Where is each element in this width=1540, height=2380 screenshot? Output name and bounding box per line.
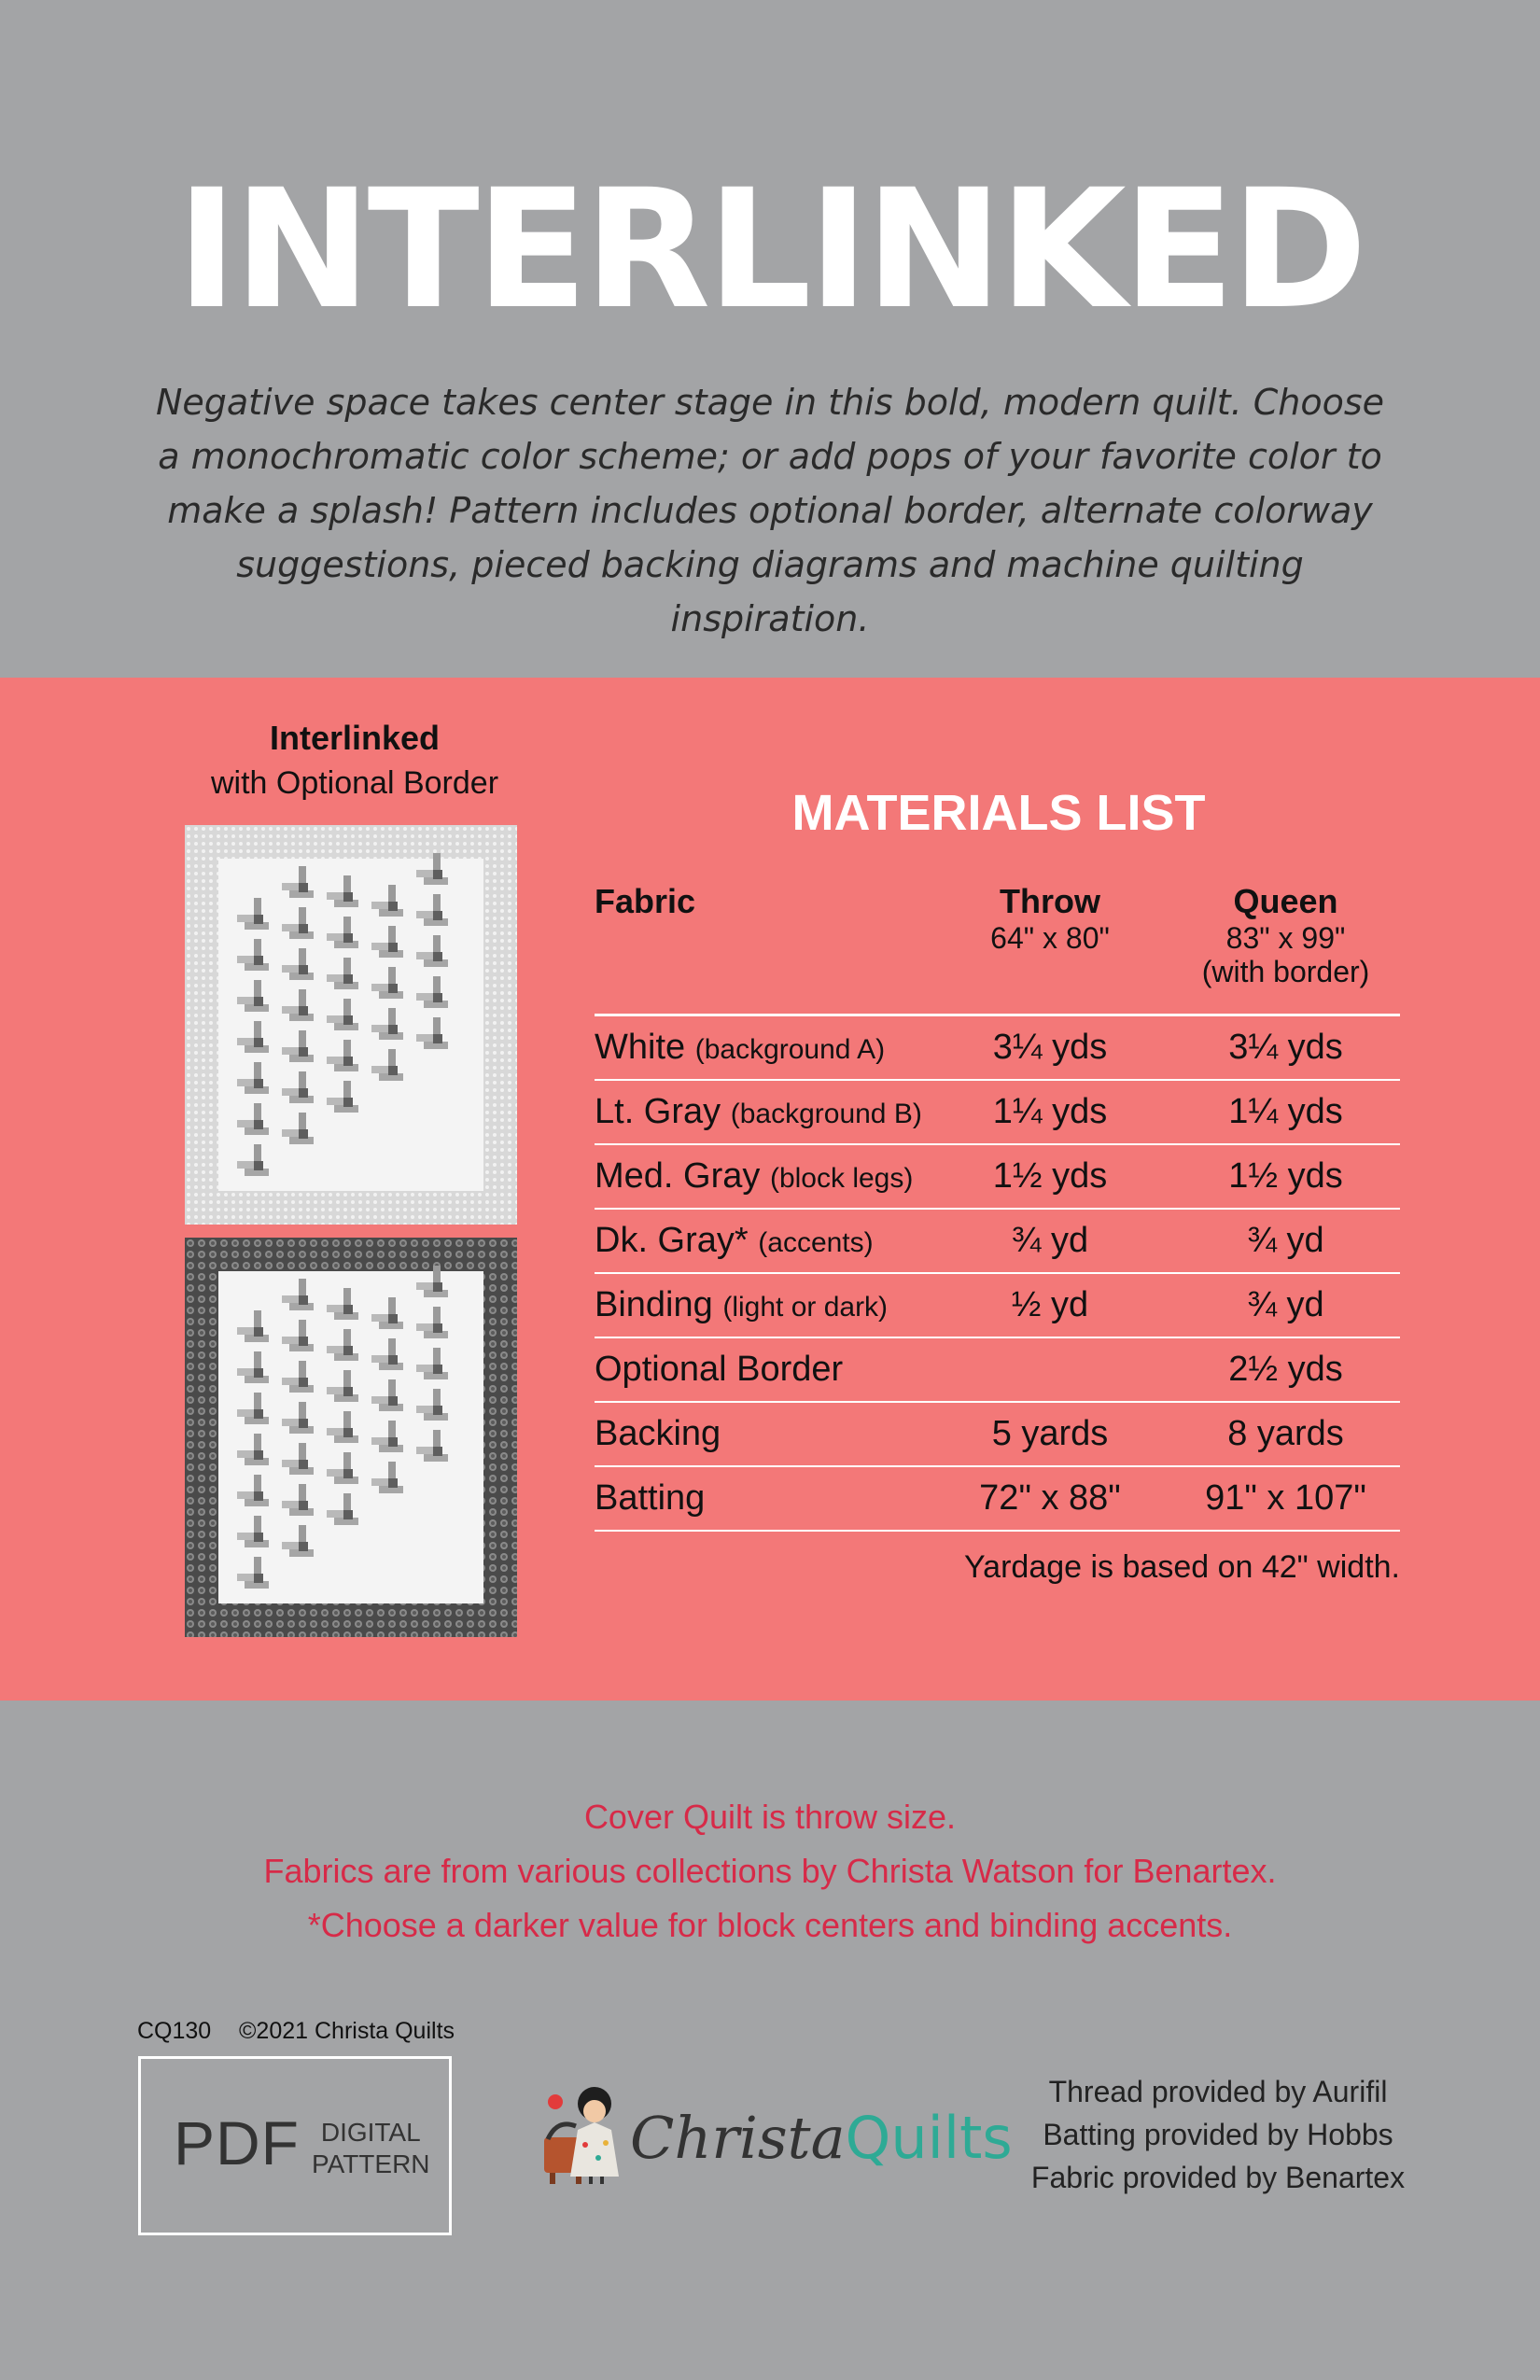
fabric-name: Binding [595,1285,713,1324]
quilt-dark-svg [185,1238,517,1637]
queen-cell: 1½ yds [1228,1156,1343,1196]
throw-cell: ¾ yd [1011,1221,1089,1260]
header-section [0,0,1540,678]
logo-word-quilts: Quilts [845,2104,1013,2172]
table-row [595,1016,1400,1081]
column-header-fabric [595,882,695,921]
throw-cell: 1¼ yds [992,1092,1108,1131]
fabric-name: Optional Border [595,1350,844,1389]
fabric-cell [595,1285,888,1325]
logo-wordmark [630,2104,1013,2172]
fabric-name: White [595,1028,686,1067]
fabric-detail: (block legs) [769,1163,914,1194]
table-row [595,1403,1400,1467]
queen-cell: 1¼ yds [1228,1092,1343,1131]
fabric-name: Backing [595,1414,721,1453]
table-row [595,1274,1400,1338]
fabric-detail: (light or dark) [722,1292,889,1323]
pdf-label: PDF [174,2108,300,2177]
queen-cell: ¾ yd [1247,1285,1324,1324]
table-row [595,1210,1400,1274]
table-row [595,1338,1400,1403]
queen-size-label: 83" x 99" [1225,921,1346,955]
fabric-cell [595,1350,843,1390]
queen-note-label: (with border) [1201,955,1370,988]
column-header-throw [943,882,1157,955]
quilt-preview-title: Interlinked [269,719,441,757]
fabric-cell [595,1092,922,1132]
column-header-queen [1171,882,1400,988]
fabric-cell [595,1414,721,1454]
table-row [595,1081,1400,1145]
quilt-preview-subtitle: with Optional Border [210,765,499,801]
credit-line: Fabrics are from various collections by Christa Watson for Benartex. [263,1852,1277,1890]
sponsor-line: Thread provided by Aurifil [1048,2075,1388,2108]
credit-line: *Choose a darker value for block centers and binding accents. [307,1906,1233,1944]
pdf-line-2: PATTERN [312,2149,430,2178]
table-row [595,1145,1400,1210]
fabric-cell [595,1156,913,1197]
christa-quilts-logo [537,2083,1013,2186]
throw-cell: 72" x 88" [979,1478,1121,1518]
pdf-line-1: DIGITAL [320,2118,421,2147]
pdf-digital-pattern [312,2117,430,2180]
queen-cell: 91" x 107" [1205,1478,1366,1518]
sewing-girl-icon [537,2083,630,2186]
queen-cell: 8 yards [1227,1414,1344,1453]
table-row [595,1467,1400,1532]
fabric-detail: (background B) [730,1099,922,1129]
fabric-name: Dk. Gray* [595,1221,749,1260]
throw-cell: ½ yd [1011,1285,1089,1324]
fabric-detail: (accents) [758,1227,874,1258]
fabric-cell [595,1478,705,1519]
throw-size-label: 64" x 80" [990,921,1110,955]
quilt-image-dark-border [185,1238,517,1637]
sponsor-line: Fabric provided by Benartex [1030,2161,1406,2194]
queen-cell: 3¼ yds [1228,1028,1343,1067]
throw-cell: 1½ yds [992,1156,1108,1196]
fabric-name: Batting [595,1478,706,1518]
fabric-name: Med. Gray [595,1156,761,1196]
logo-word-christa: Christa [630,2104,846,2172]
fabric-cell [595,1221,874,1261]
yardage-note: Yardage is based on 42" width. [964,1549,1400,1585]
pdf-badge [138,2056,452,2235]
fabric-cell [595,1028,885,1068]
queen-header-label: Queen [1233,882,1338,920]
quilt-image-light-border [185,825,517,1225]
materials-list-title: MATERIALS LIST [791,785,1206,841]
queen-cell: 2½ yds [1228,1350,1343,1389]
throw-header-label: Throw [1000,882,1100,920]
pattern-code: CQ130 [137,2018,212,2044]
credits-block [0,1790,1540,1953]
copyright: ©2021 Christa Quilts [239,2018,455,2044]
pattern-description: Negative space takes center stage in this bold, modern quilt. Choose a monochromatic color scheme; or add pops of your favorite color to make a splash! Pattern includes optional border, alternate colorway suggestions, pieced backing diagrams and machine quilting inspiration. [155,382,1385,639]
sponsor-line: Batting provided by Hobbs [1043,2118,1393,2151]
pattern-title: INTERLINKED [175,154,1365,345]
materials-table [595,1014,1400,1532]
fabric-detail: (background A) [694,1034,886,1065]
queen-cell: ¾ yd [1247,1221,1324,1260]
quilt-light-svg [185,825,517,1225]
credit-line: Cover Quilt is throw size. [583,1798,957,1836]
throw-cell: 5 yards [991,1414,1109,1453]
throw-cell: 3¼ yds [992,1028,1108,1067]
fabric-header-label: Fabric [595,882,696,920]
fabric-name: Lt. Gray [595,1092,721,1131]
sponsors-block [1017,2070,1419,2199]
